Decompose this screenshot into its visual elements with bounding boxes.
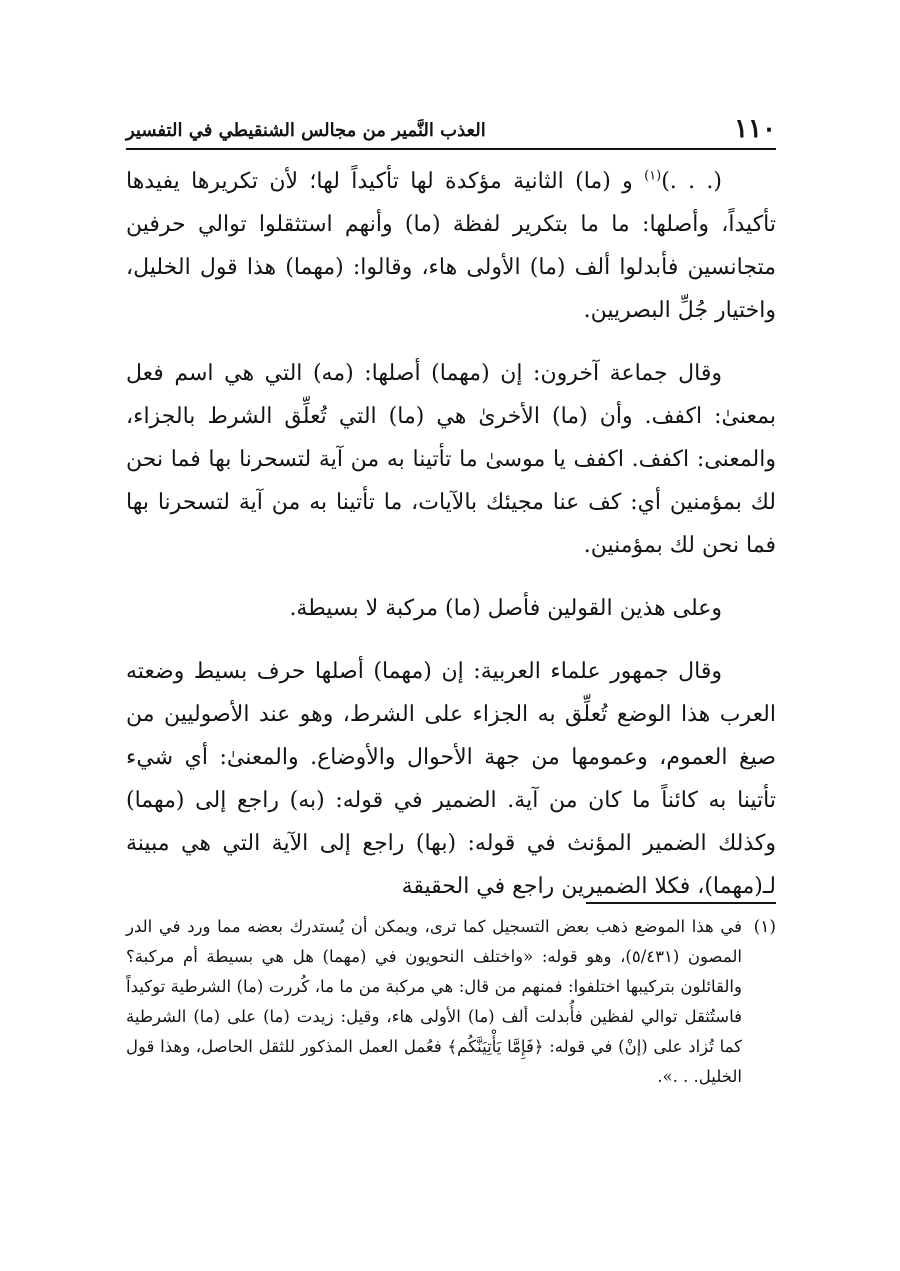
footnote-reference: (١) — [644, 168, 662, 184]
paragraph-2: وقال جماعة آخرون: إن (مهما) أصلها: (مه) التي هي اسم فعل بمعنىٰ: اكفف. وأن (ما) الأخرىٰ هي (ما) التي تُعلِّق الشرط بالجزاء، والمعنى: اكفف. اكفف يا موسىٰ ما تأتينا به من آية لتسحرنا بها فما نحن لك بمؤمنين أي: كف عنا مجيئك بالآيات، ما تأتينا به من آية لتسحرنا بها فما نحن لك بمؤمنين. — [126, 361, 776, 558]
page-number: ١١٠ — [734, 114, 776, 144]
paragraph-4: وقال جمهور علماء العربية: إن (مهما) أصلها حرف بسيط وضعته العرب هذا الوضع تُعلِّق به الجزاء على الشرط، وهو عند الأصوليين من صيغ العموم، وعمومها من جهة الأحوال والأوضاع. والمعنىٰ: أي شيء تأتينا به كائناً ما كان من آية. الضمير في قوله: (به) راجع إلى (مهما) وكذلك الضمير المؤنث في قوله: (بها) راجع إلى الآية التي هي مبينة لـ(مهما)، فكلا الضميرين راجع في الحقيقة — [126, 659, 777, 899]
running-header — [126, 108, 776, 150]
footnote-text: في هذا الموضع ذهب بعض التسجيل كما ترى، ويمكن أن يُستدرك بعضه مما ورد في الدر المصون (٥/٤٣١)، وهو قوله: «واختلف النحويون في (مهما) هل هي بسيطة أم مركبة؟ والقائلون بتركيبها اختلفوا: فمنهم من قال: هي مركبة من ما ما، كُررت (ما) الشرطية توكيداً فاستُثقل توالي لفظين فأُبدلت ألف (ما) الأولى هاء، وقيل: زيدت (ما) على (ما) الشرطية كما تُزاد على (إنْ) في قوله: ﴿فَإِمَّا يَأْتِيَنَّكُم﴾ فعُمل العمل المذكور للثقل الحاصل، وهذا قول الخليل. . .». — [126, 917, 742, 1086]
footnote-separator — [586, 902, 776, 904]
book-title: العذب النَّمير من مجالس الشنقيطي في التفسير — [126, 120, 486, 141]
footnote-1 — [126, 912, 776, 1092]
paragraph-3: وعلى هذين القولين فأصل (ما) مركبة لا بسيطة. — [289, 596, 722, 621]
paragraph-1-opening: (. . .) — [661, 169, 722, 194]
footnote-marker: (١) — [753, 917, 776, 937]
paragraph-1-text: و (ما) الثانية مؤكدة لها تأكيداً لها؛ لأن تكريرها يفيدها تأكيداً، وأصلها: ما ما بتكرير لفظة (ما) وأنهم استثقلوا توالي حرفين متجانسين فأبدلوا ألف (ما) الأولى هاء، وقالوا: (مهما) هذا قول الخليل، واختيار جُلِّ البصريين. — [126, 169, 776, 323]
paragraph-1 — [126, 160, 776, 332]
main-text — [126, 160, 776, 908]
